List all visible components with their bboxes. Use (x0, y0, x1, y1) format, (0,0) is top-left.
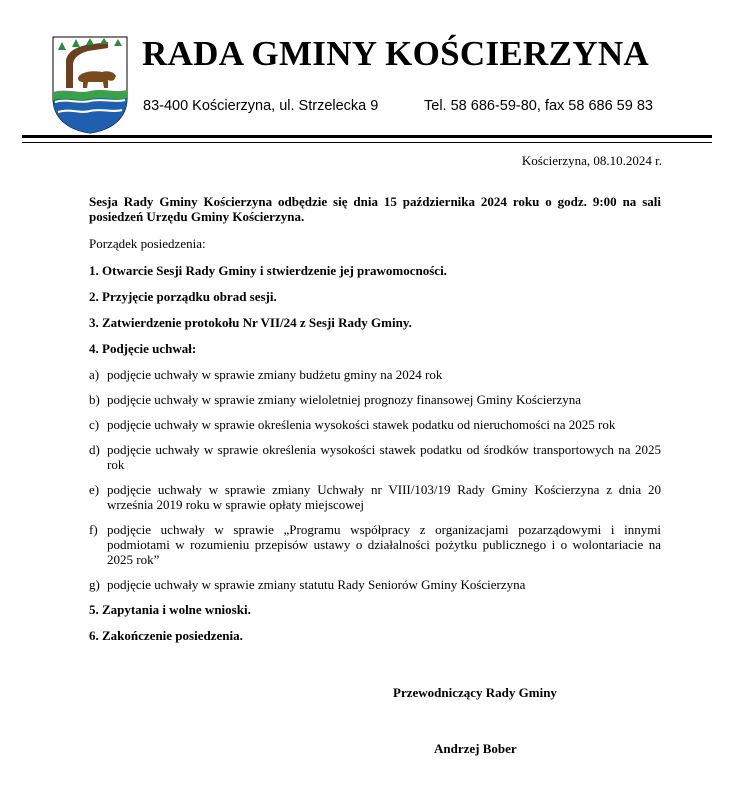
subitem-text: podjęcie uchwały w sprawie zmiany statutu Rady Seniorów Gminy Kościerzyna (107, 577, 526, 592)
subitem-text: podjęcie uchwały w sprawie zmiany Uchwały nr VIII/103/19 Rady Gminy Kościerzyna z dnia 20 września 2019 roku w sprawie opłaty miejscowej (107, 482, 661, 512)
subitem-letter: g) (89, 577, 100, 592)
agenda-item: 4. Podjęcie uchwał: (89, 341, 197, 356)
subitem-letter: d) (89, 442, 100, 457)
subitem-letter: a) (89, 367, 100, 382)
agenda-label: Porządek posiedzenia: (89, 236, 206, 251)
subitem-letter: c) (89, 417, 100, 432)
subitem-letter: f) (89, 522, 98, 537)
agenda-subitem (89, 367, 661, 382)
subitem-text: podjęcie uchwały w sprawie zmiany budżetu gminy na 2024 rok (107, 367, 443, 382)
subitem-text: podjęcie uchwały w sprawie określenia wysokości stawek podatku od środków transportowych na 2025 rok (107, 442, 661, 472)
agenda-item: 1. Otwarcie Sesji Rady Gminy i stwierdzenie jej prawomocności. (89, 263, 447, 278)
signature-name: Andrzej Bober (434, 741, 517, 756)
subitem-text: podjęcie uchwały w sprawie zmiany wieloletniej prognozy finansowej Gminy Kościerzyna (107, 392, 581, 407)
agenda-item: 5. Zapytania i wolne wnioski. (89, 602, 251, 617)
agenda-item: 6. Zakończenie posiedzenia. (89, 628, 243, 643)
agenda-subitem (89, 482, 661, 512)
agenda-subitem (89, 442, 661, 472)
coat-of-arms-icon (52, 36, 128, 134)
agenda-subitem (89, 577, 661, 592)
phone-fax: Tel. 58 686-59-80, fax 58 686 59 83 (424, 98, 653, 114)
signature-role: Przewodniczący Rady Gminy (393, 685, 557, 700)
document-date: Kościerzyna, 08.10.2024 r. (521, 153, 662, 168)
agenda-subitem (89, 392, 661, 407)
subitem-text: podjęcie uchwały w sprawie określenia wysokości stawek podatku od nieruchomości na 2025 rok (107, 417, 616, 432)
session-announcement: Sesja Rady Gminy Kościerzyna odbędzie się dnia 15 października 2024 roku o godz. 9:00 na sali posiedzeń Urzędu Gminy Kościerzyna. (89, 194, 661, 224)
header-divider-thick (22, 135, 712, 138)
page-title: RADA GMINY KOŚCIERZYNA (142, 34, 650, 73)
agenda-subitem (89, 417, 661, 432)
subitem-letter: b) (89, 392, 100, 407)
subitem-text: podjęcie uchwały w sprawie „Programu współpracy z organizacjami pozarządowymi i innymi podmiotami w rozumieniu przepisów ustawy o działalności pożytku publicznego i o wolontariacie na 2025 rok” (107, 522, 661, 567)
agenda-item: 3. Zatwierdzenie protokołu Nr VII/24 z Sesji Rady Gminy. (89, 315, 412, 330)
document-body (89, 194, 661, 654)
subitem-letter: e) (89, 482, 100, 497)
address: 83-400 Kościerzyna, ul. Strzelecka 9 (143, 98, 379, 114)
header-divider-thin (22, 142, 712, 143)
agenda-item: 2. Przyjęcie porządku obrad sesji. (89, 289, 277, 304)
agenda-subitem (89, 522, 661, 567)
